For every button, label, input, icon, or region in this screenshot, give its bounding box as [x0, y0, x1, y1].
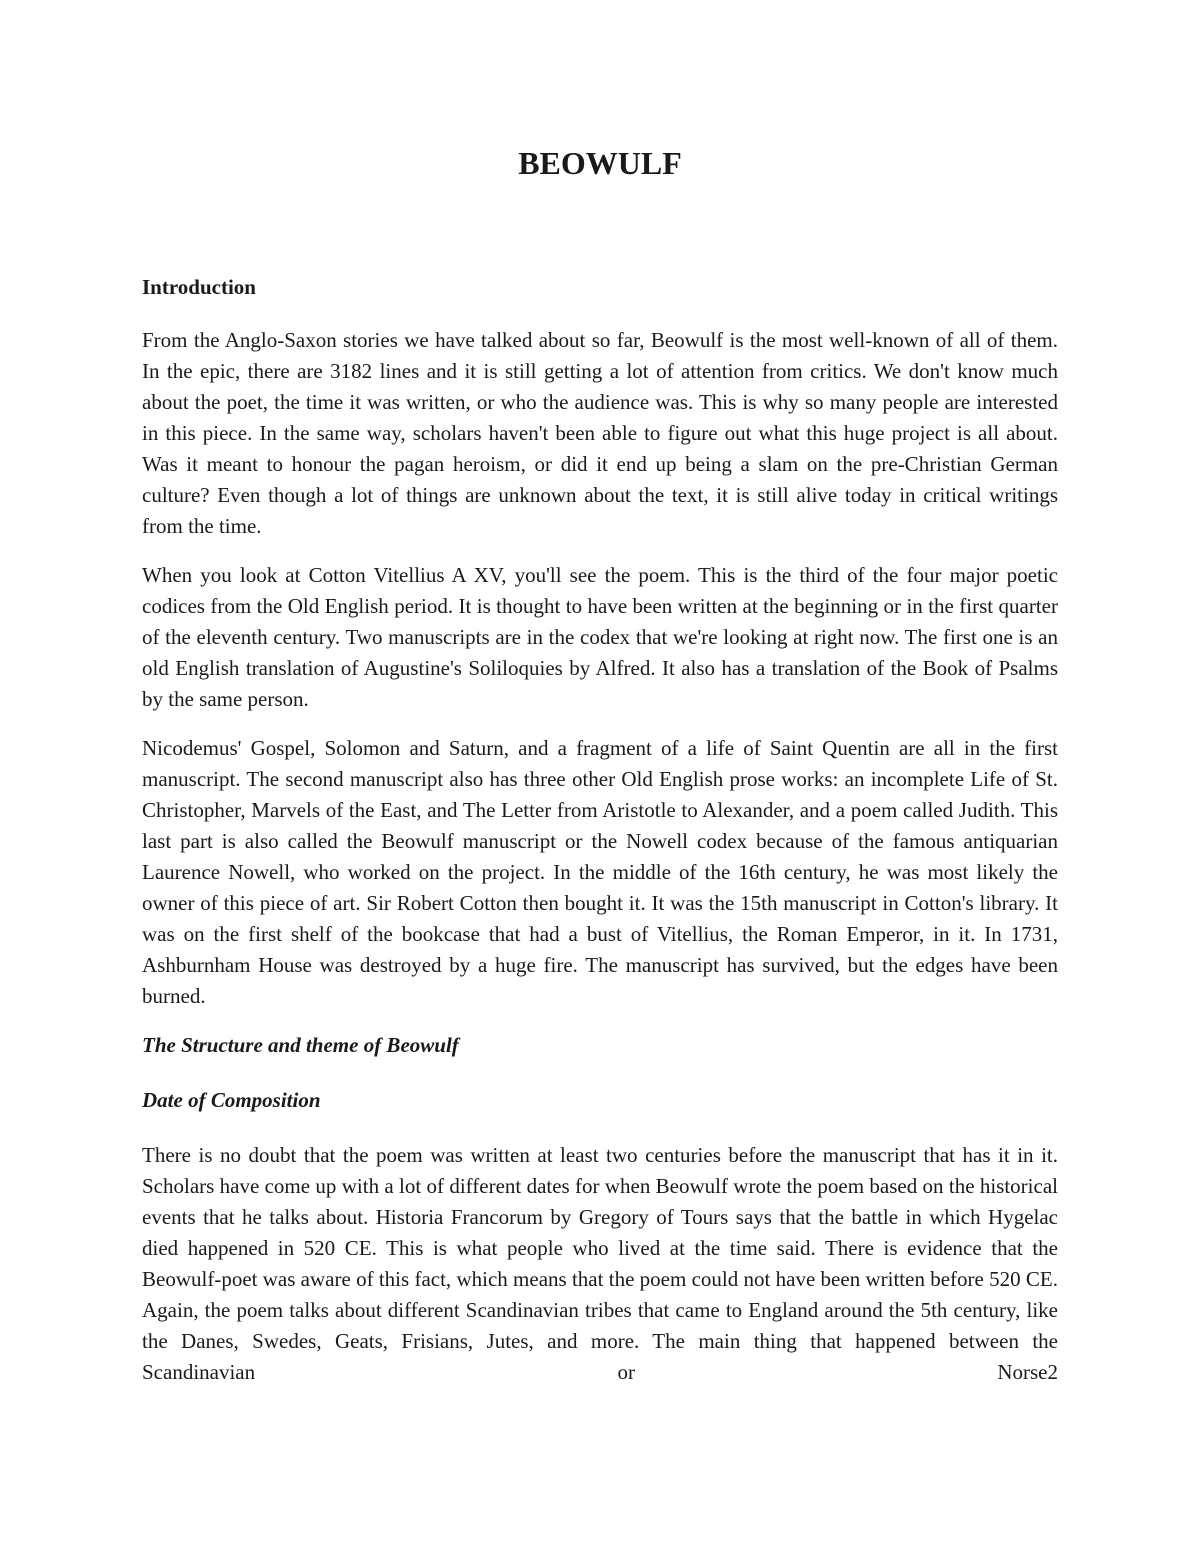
introduction-heading: Introduction — [142, 275, 256, 299]
document-body — [142, 272, 1058, 1406]
date-of-composition-heading: Date of Composition — [142, 1088, 321, 1112]
intro-paragraph-3: Nicodemus' Gospel, Solomon and Saturn, and a fragment of a life of Saint Quentin are all in the first manuscript. The second manuscript also has three other Old English prose works: an incomplete Life of St. Christopher, Marvels of the East, and The Letter from Aristotle to Alexander, and a poem called Judith. This last part is also called the Beowulf manuscript or the Nowell codex because of the famous antiquarian Laurence Nowell, who worked on the project. In the middle of the 16th century, he was most likely the owner of this piece of art. Sir Robert Cotton then bought it. It was the 15th manuscript in Cotton's library. It was on the first shelf of the bookcase that had a bust of Vitellius, the Roman Emperor, in it. In 1731, Ashburnham House was destroyed by a huge fire. The manuscript has survived, but the edges have been burned. — [142, 736, 1058, 1008]
structure-heading: The Structure and theme of Beowulf — [142, 1033, 459, 1057]
date-paragraph: There is no doubt that the poem was written at least two centuries before the manuscript that has it in it. Scholars have come up with a lot of different dates for when Beowulf wrote the poem based on the historical events that he talks about. Historia Francorum by Gregory of Tours says that the battle in which Hygelac died happened in 520 CE. This is what people who lived at the time said. There is evidence that the Beowulf-poet was aware of this fact, which means that the poem could not have been written before 520 CE. Again, the poem talks about different Scandinavian tribes that came to England around the 5th century, like the Danes, Swedes, Geats, Frisians, Jutes, and more. The main thing that happened between the Scandinavian or Norse2 — [142, 1143, 1058, 1384]
intro-paragraph-1: From the Anglo-Saxon stories we have talked about so far, Beowulf is the most well-known of all of them. In the epic, there are 3182 lines and it is still getting a lot of attention from critics. We don't know much about the poet, the time it was written, or who the audience was. This is why so many people are interested in this piece. In the same way, scholars haven't been able to figure out what this huge project is all about. Was it meant to honour the pagan heroism, or did it end up being a slam on the pre-Christian German culture? Even though a lot of things are unknown about the text, it is still alive today in critical writings from the time. — [142, 328, 1058, 538]
intro-paragraph-2: When you look at Cotton Vitellius A XV, you'll see the poem. This is the third of the four major poetic codices from the Old English period. It is thought to have been written at the beginning or in the first quarter of the eleventh century. Two manuscripts are in the codex that we're looking at right now. The first one is an old English translation of Augustine's Soliloquies by Alfred. It also has a translation of the Book of Psalms by the same person. — [142, 563, 1058, 711]
document-title: BEOWULF — [518, 145, 682, 181]
